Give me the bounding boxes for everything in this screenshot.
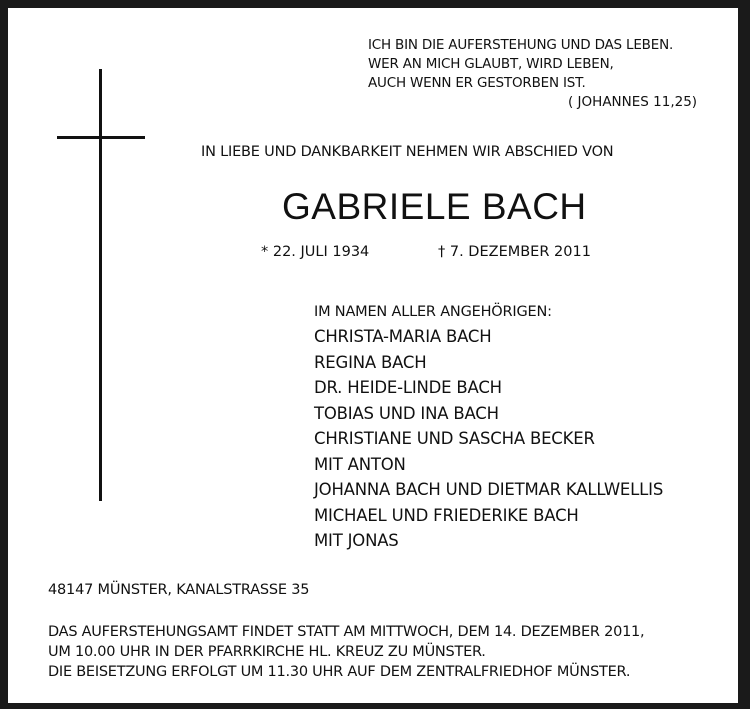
family-member: JOHANNA BACH UND DIETMAR KALLWELLIS (314, 480, 664, 499)
family-member: MIT ANTON (314, 454, 406, 474)
family-member: DR. HEIDE-LINDE BACH (314, 378, 502, 397)
quote-line: ICH BIN DIE AUFERSTEHUNG UND DAS LEBEN. (368, 37, 674, 53)
family-list (314, 324, 663, 554)
family-member: MIT JONAS (314, 531, 399, 550)
family-member: MICHAEL UND FRIEDERIKE BACH (314, 505, 579, 525)
deceased-name: GABRIELE BACH (282, 186, 587, 227)
service-line: UM 10.00 UHR IN DER PFARRKIRCHE HL. KREUZ ZU MÜNSTER. (48, 644, 486, 660)
family-member: CHRISTIANE UND SASCHA BECKER (314, 429, 595, 448)
family-heading: IM NAMEN ALLER ANGEHÖRIGEN: (314, 304, 552, 320)
intro-text: IN LIEBE UND DANKBARKEIT NEHMEN WIR ABSCHIED VON (201, 144, 614, 160)
address: 48147 MÜNSTER, KANALSTRASSE 35 (48, 582, 310, 598)
quote-reference: ( JOHANNES 11,25) (568, 94, 698, 110)
cross-vertical-bar (99, 69, 102, 501)
death-date: † 7. DEZEMBER 2011 (438, 244, 591, 260)
family-member: REGINA BACH (314, 352, 427, 372)
quote-line: AUCH WENN ER GESTORBEN IST. (368, 75, 586, 91)
family-member: TOBIAS UND INA BACH (314, 403, 499, 423)
service-info (48, 622, 644, 682)
birth-date: * 22. JULI 1934 (261, 244, 370, 260)
service-line: DAS AUFERSTEHUNGSAMT FINDET STATT AM MITTWOCH, DEM 14. DEZEMBER 2011, (48, 624, 645, 640)
bible-quote (368, 36, 673, 93)
family-member: CHRISTA-MARIA BACH (314, 327, 492, 346)
quote-line: WER AN MICH GLAUBT, WIRD LEBEN, (368, 56, 614, 72)
obituary-notice (8, 8, 738, 703)
service-line: DIE BEISETZUNG ERFOLGT UM 11.30 UHR AUF DEM ZENTRALFRIEDHOF MÜNSTER. (48, 664, 631, 680)
cross-horizontal-bar (57, 136, 145, 139)
